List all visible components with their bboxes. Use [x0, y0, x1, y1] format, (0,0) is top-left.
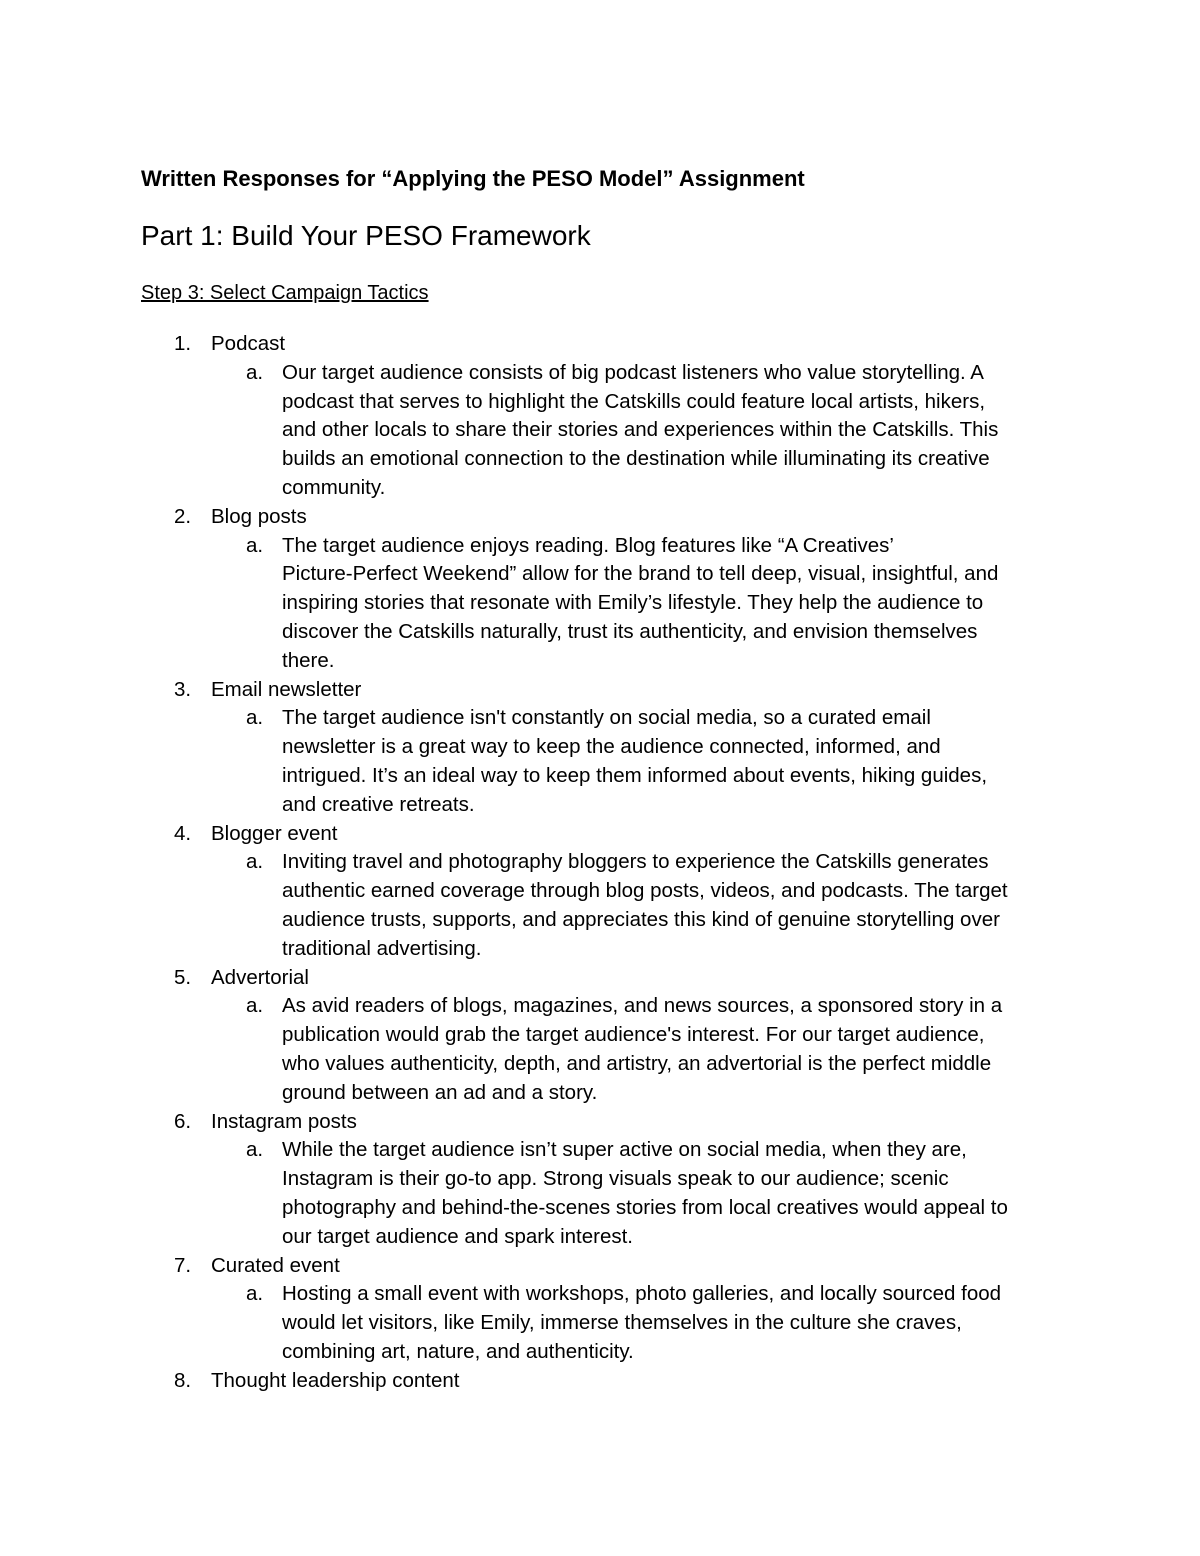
part-heading: Part 1: Build Your PESO Framework [141, 220, 591, 251]
sub-list-text-line: photography and behind-the-scenes stories from local creatives would appeal to [282, 1195, 1008, 1219]
list-item [0, 964, 1200, 1108]
sub-list-text-line: and other locals to share their stories and experiences within the Catskills. This [282, 418, 999, 442]
sub-list-text-line: Our target audience consists of big podcast listeners who value storytelling. A [282, 360, 984, 384]
list-item-header [0, 964, 1200, 993]
list-item-label: Email newsletter [211, 677, 362, 701]
sub-list-text-line: publication would grab the target audience's interest. For our target audience, [282, 1023, 985, 1047]
sub-list-item [0, 992, 1057, 1107]
list-item [0, 1367, 1200, 1396]
list-item-number: 5. [174, 965, 192, 989]
sub-list-text-line: newsletter is a great way to keep the audience connected, informed, and [282, 735, 941, 759]
list-item [0, 503, 1200, 676]
list-item [0, 676, 1200, 820]
list-item-header [0, 503, 1200, 532]
sub-list-text-line: Hosting a small event with workshops, photo galleries, and locally sourced food [282, 1282, 1002, 1306]
sub-list-text-line: Inviting travel and photography bloggers to experience the Catskills generates [282, 850, 989, 874]
list-item-header [0, 1252, 1200, 1281]
sub-list-text-line: The target audience isn't constantly on social media, so a curated email [282, 706, 931, 730]
list-item-number: 6. [174, 1109, 192, 1133]
list-item-label: Podcast [211, 332, 286, 355]
list-item-label: Blogger event [211, 821, 338, 845]
sub-list-item [0, 704, 1057, 819]
list-item [0, 330, 1200, 503]
list-item [0, 820, 1200, 964]
list-item-number: 3. [174, 677, 192, 701]
sub-list-letter: a. [246, 1282, 264, 1306]
sub-list-letter: a. [246, 706, 264, 730]
list-item-label: Thought leadership content [211, 1368, 460, 1392]
sub-list-text-line: podcast that serves to highlight the Catskills could feature local artists, hikers, [282, 389, 986, 413]
sub-list-text-line: authentic earned coverage through blog posts, videos, and podcasts. The target [282, 879, 1008, 903]
sub-list-text-line: and creative retreats. [282, 792, 475, 816]
list-item-header [0, 1367, 1200, 1396]
sub-list-item [0, 1136, 1057, 1251]
list-item-number: 1. [174, 332, 192, 355]
list-item-number: 8. [174, 1368, 192, 1392]
sub-list-letter: a. [246, 994, 264, 1018]
sub-list-letter: a. [246, 1138, 264, 1162]
list-item-number: 7. [174, 1253, 192, 1277]
sub-list-text-line: discover the Catskills naturally, trust its authenticity, and envision themselves [282, 619, 978, 643]
sub-list-text-line: community. [282, 475, 386, 499]
list-item-number: 4. [174, 821, 192, 845]
sub-list-text-line: ground between an ad and a story. [282, 1080, 598, 1104]
sub-list-text-line: The target audience enjoys reading. Blog features like “A Creatives’ [282, 533, 894, 557]
list-item-label: Instagram posts [211, 1109, 357, 1133]
sub-list-text-line: As avid readers of blogs, magazines, and news sources, a sponsored story in a [282, 994, 1003, 1018]
sub-list-item [0, 359, 1057, 503]
list-item-label: Blog posts [211, 504, 307, 528]
sub-list-text-line: Instagram is their go-to app. Strong visuals speak to our audience; scenic [282, 1167, 949, 1191]
document-title: Written Responses for “Applying the PESO Model” Assignment [141, 166, 805, 191]
list-item-label: Curated event [211, 1253, 340, 1277]
list-item-header [0, 820, 1200, 849]
tactics-list [0, 330, 1200, 1395]
list-item [0, 1252, 1200, 1367]
sub-list-text-line: our target audience and spark interest. [282, 1224, 633, 1248]
sub-list-letter: a. [246, 360, 264, 384]
sub-list-item [0, 848, 1057, 963]
sub-list-text-line: audience trusts, supports, and appreciates this kind of genuine storytelling over [282, 907, 1000, 931]
list-item-header [0, 676, 1200, 705]
sub-list-item [0, 1280, 1057, 1366]
step-heading: Step 3: Select Campaign Tactics [141, 282, 429, 304]
sub-list-text-line: combining art, nature, and authenticity. [282, 1339, 634, 1363]
sub-list-text-line: inspiring stories that resonate with Emily’s lifestyle. They help the audience to [282, 591, 984, 615]
list-item-header [0, 330, 1200, 359]
sub-list-text-line: who values authenticity, depth, and artistry, an advertorial is the perfect middle [282, 1051, 992, 1075]
sub-list-text-line: builds an emotional connection to the destination while illuminating its creative [282, 447, 990, 471]
sub-list-item [0, 532, 1057, 676]
sub-list-text-line: would let visitors, like Emily, immerse themselves in the culture she craves, [282, 1311, 962, 1335]
sub-list-letter: a. [246, 533, 264, 557]
sub-list-letter: a. [246, 850, 264, 874]
sub-list-text-line: Picture-Perfect Weekend” allow for the brand to tell deep, visual, insightful, and [282, 562, 999, 586]
sub-list-text-line: traditional advertising. [282, 936, 482, 960]
list-item-header [0, 1108, 1200, 1137]
list-item-label: Advertorial [211, 965, 309, 989]
sub-list-text-line: there. [282, 648, 335, 672]
sub-list-text-line: intrigued. It’s an ideal way to keep them informed about events, hiking guides, [282, 763, 988, 787]
list-item [0, 1108, 1200, 1252]
list-item-number: 2. [174, 504, 192, 528]
sub-list-text-line: While the target audience isn’t super active on social media, when they are, [282, 1138, 967, 1162]
